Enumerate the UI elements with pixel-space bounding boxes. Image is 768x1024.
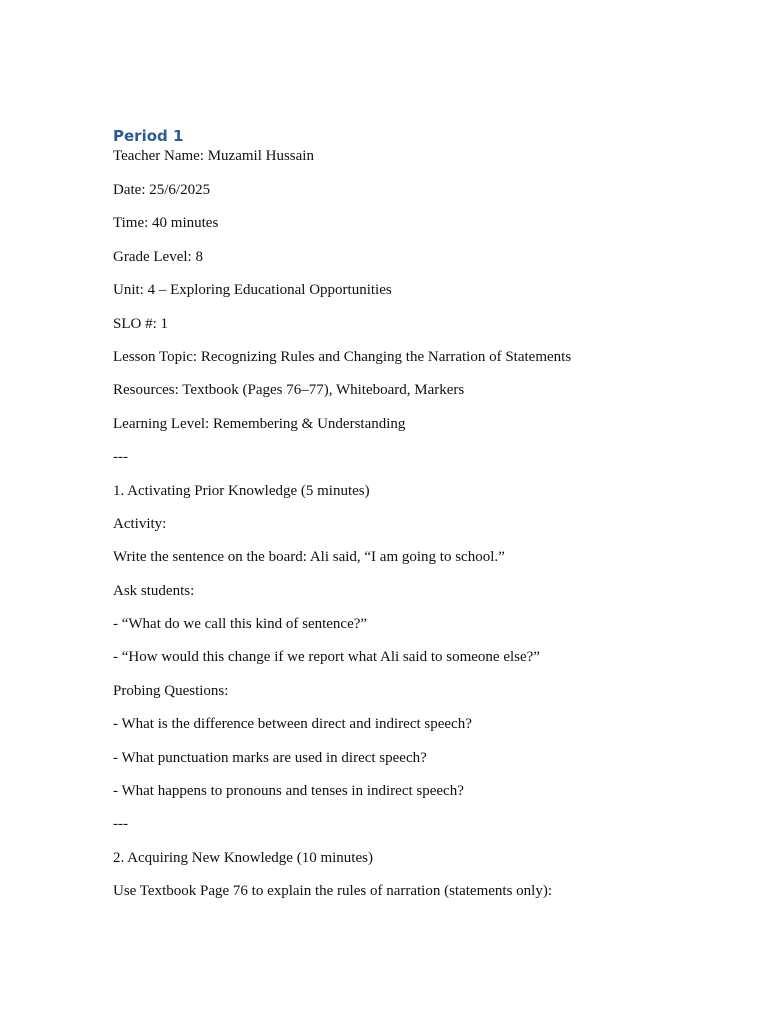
unit-line: Unit: 4 – Exploring Educational Opportunities: [113, 282, 392, 299]
lesson-topic-line: Lesson Topic: Recognizing Rules and Changing the Narration of Statements: [113, 348, 572, 365]
period-heading: Period 1: [113, 127, 184, 145]
ask-students-label: Ask students:: [113, 582, 195, 599]
activity-label: Activity:: [113, 515, 167, 532]
section-heading-activating: 1. Activating Prior Knowledge (5 minutes): [113, 482, 370, 499]
learning-level-line: Learning Level: Remembering & Understanding: [113, 415, 406, 432]
probing-question-2: - What punctuation marks are used in direct speech?: [113, 749, 427, 766]
document-body: [113, 125, 673, 916]
ask-question-1: - “What do we call this kind of sentence?”: [113, 616, 368, 633]
date-line: Date: 25/6/2025: [113, 182, 211, 198]
probing-question-3: - What happens to pronouns and tenses in indirect speech?: [113, 783, 464, 800]
section-divider: ---: [113, 449, 128, 466]
probing-questions-label: Probing Questions:: [113, 682, 229, 699]
section-heading-acquiring: 2. Acquiring New Knowledge (10 minutes): [113, 849, 373, 866]
slo-line: SLO #: 1: [113, 315, 169, 332]
teacher-name-line: Teacher Name: Muzamil Hussain: [113, 148, 314, 164]
section-divider: ---: [113, 816, 128, 833]
resources-line: Resources: Textbook (Pages 76–77), Whiteboard, Markers: [113, 382, 465, 399]
probing-question-1: - What is the difference between direct and indirect speech?: [113, 716, 472, 733]
narration-rules-intro: Use Textbook Page 76 to explain the rules of narration (statements only):: [113, 883, 552, 900]
time-line: Time: 40 minutes: [113, 215, 219, 232]
grade-level-line: Grade Level: 8: [113, 248, 203, 265]
ask-question-2: - “How would this change if we report what Ali said to someone else?”: [113, 649, 540, 666]
activity-instruction: Write the sentence on the board: Ali said, “I am going to school.”: [113, 549, 505, 566]
